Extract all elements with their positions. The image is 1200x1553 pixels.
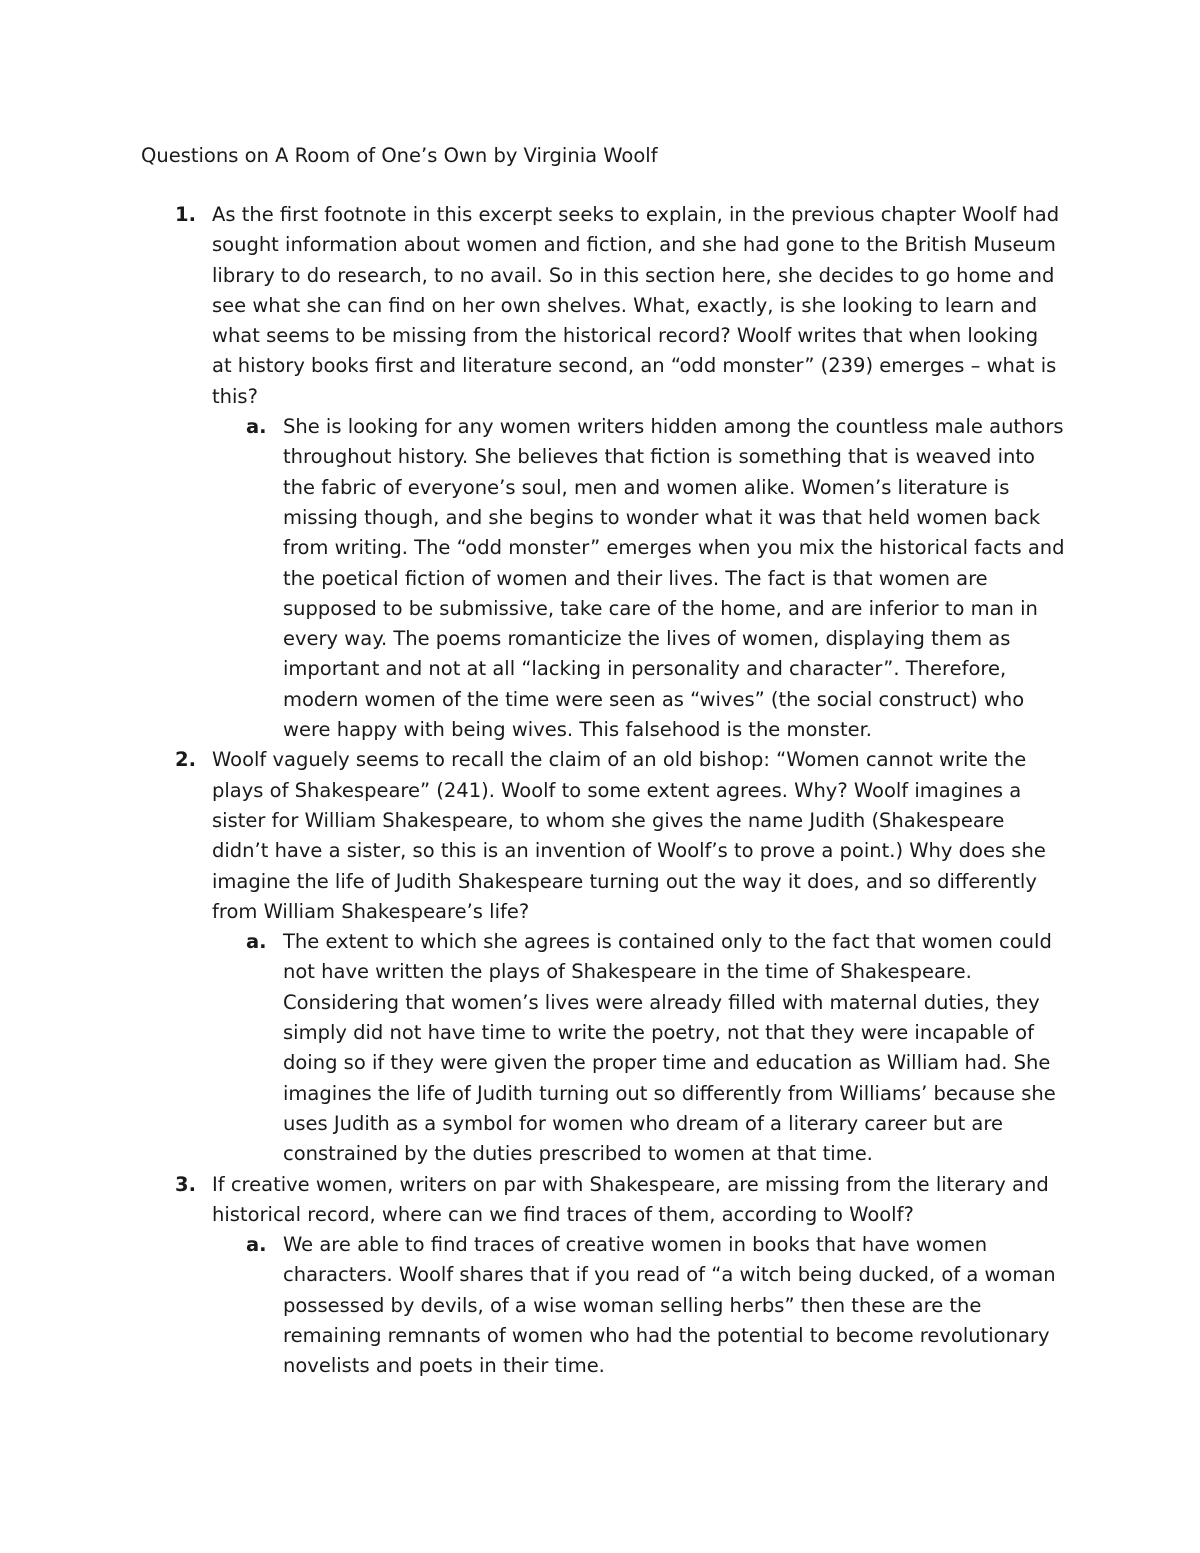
answer-letter: a. bbox=[246, 1233, 267, 1257]
question-text: As the first footnote in this excerpt seeks to explain, in the previous chapter Woolf had sought information about women and fiction, and she had gone to the British Museum library to do research, to no avail. So in this section here, she decides to go home and see what she can find on her own shelves. What, exactly, is she looking to learn and what seems to be missing from the historical record? Woolf writes that when looking at history books first and literature second, an “odd monster” (239) emerges – what is this? bbox=[212, 203, 1060, 408]
answer-text: We are able to find traces of creative women in books that have women characters. Woolf shares that if you read of “a witch being ducked, of a woman possessed by devils, of a wise woman selling herbs” then these are the remaining remnants of women who had the potential to become revolutionary novelists and poets in their time. bbox=[283, 1233, 1056, 1378]
document-title: Questions on A Room of One’s Own by Virginia Woolf bbox=[141, 144, 658, 167]
question-number: 1. bbox=[175, 203, 196, 226]
question-number: 2. bbox=[175, 748, 196, 772]
question-text: Woolf vaguely seems to recall the claim of an old bishop: “Women cannot write the plays of Shakespeare” (241). Woolf to some extent agrees. Why? Woolf imagines a sister for William Shakespeare, to whom she gives the name Judith (Shakespeare didn’t have a sister, so this is an invention of Woolf’s to prove a point.) Why does she imagine the life of Judith Shakespeare turning out the way it does, and so differently from William Shakespeare’s life? bbox=[212, 748, 1046, 923]
answer-text: She is looking for any women writers hidden among the countless male authors throughout history. She believes that fiction is something that is weaved into the fabric of everyone’s soul, men and women alike. Women’s literature is missing though, and she begins to wonder what it was that held women back from writing. The “odd monster” emerges when you mix the historical facts and the poetical fiction of women and their lives. The fact is that women are supposed to be submissive, take care of the home, and are inferior to man in every way. The poems romanticize the lives of women, displaying them as important and not at all “lacking in personality and character”. Therefore, modern women of the time were seen as “wives” (the social construct) who were happy with being wives. This falsehood is the monster. bbox=[283, 415, 1065, 742]
answer-text: The extent to which she agrees is contained only to the fact that women could not have written the plays of Shakespeare in the time of Shakespeare. Considering that women’s lives were already filled with maternal duties, they simply did not have time to write the poetry, not that they were incapable of doing so if they were given the proper time and education as William had. She imagines the life of Judith turning out so differently from Williams’ because she uses Judith as a symbol for women who dream of a literary career but are constrained by the duties prescribed to women at that time. bbox=[283, 930, 1056, 1166]
answer-item bbox=[0, 1230, 1200, 1381]
question-text: If creative women, writers on par with Shakespeare, are missing from the literary and historical record, where can we find traces of them, according to Woolf? bbox=[212, 1172, 1049, 1226]
answer-letter: a. bbox=[246, 415, 267, 439]
answer-item bbox=[0, 927, 1200, 1169]
answer-list bbox=[0, 1230, 1200, 1381]
answer-list bbox=[0, 927, 1200, 1169]
question-number: 3. bbox=[175, 1172, 196, 1196]
answer-item bbox=[0, 412, 1200, 745]
question-item-2 bbox=[0, 745, 1200, 1169]
question-list bbox=[0, 200, 1200, 1382]
question-item-1 bbox=[0, 200, 1200, 745]
answer-letter: a. bbox=[246, 930, 267, 954]
answer-list bbox=[0, 412, 1200, 745]
question-item-3 bbox=[0, 1170, 1200, 1382]
